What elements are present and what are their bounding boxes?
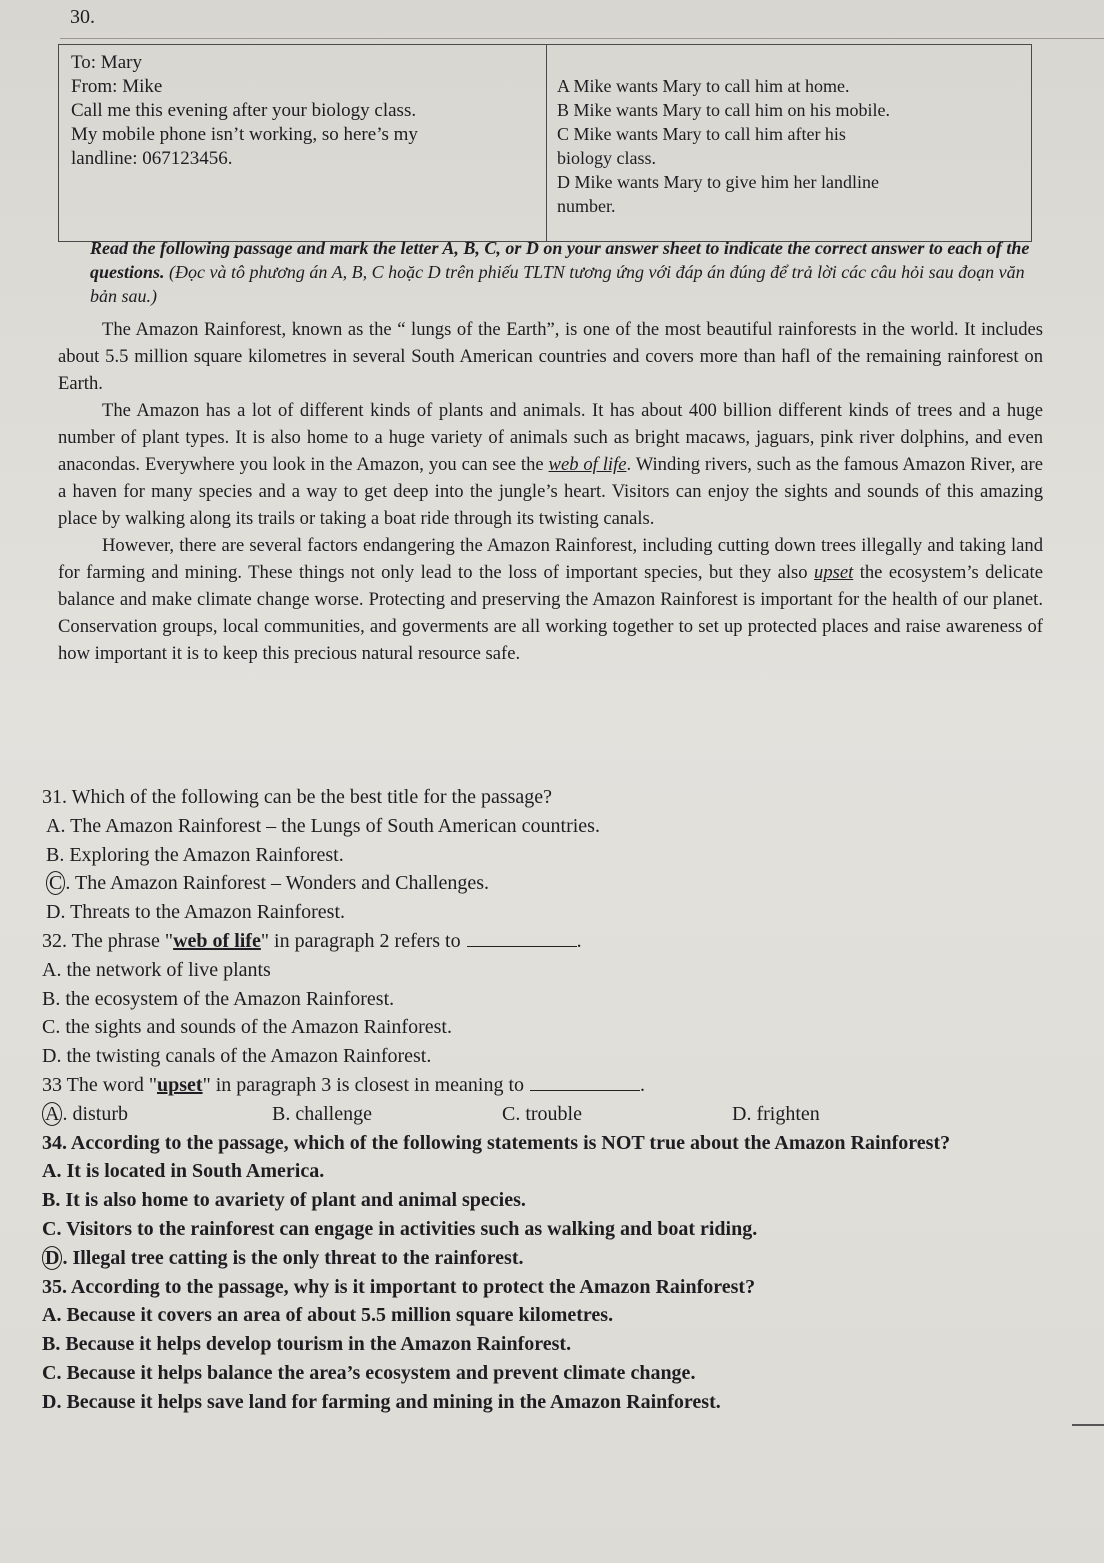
message-from: From: Mike — [71, 76, 163, 97]
question-33 — [42, 1071, 1052, 1129]
answer-blank — [530, 1090, 640, 1091]
underlined-phrase-web-of-life: web of life — [548, 454, 627, 475]
option-d[interactable]: D . Illegal tree catting is the only threat to the rainforest. — [42, 1244, 1052, 1273]
answer-blank — [467, 946, 577, 947]
option-c[interactable]: C. Visitors to the rainforest can engage in activities such as walking and boat riding. — [42, 1217, 758, 1240]
option-d-continued: number. — [557, 196, 616, 216]
question-34 — [42, 1129, 1052, 1273]
question-32 — [42, 927, 1052, 1071]
selected-answer-mark: A — [42, 1102, 62, 1126]
reading-passage — [58, 316, 1043, 667]
option-c[interactable]: C. trouble — [502, 1102, 582, 1125]
option-d[interactable]: D. Because it helps save land for farming and mining in the Amazon Rainforest. — [42, 1390, 721, 1413]
option-c[interactable]: C. Because it helps balance the area’s ecosystem and prevent climate change. — [42, 1361, 696, 1384]
question-35 — [42, 1273, 1052, 1417]
option-b[interactable]: B. Because it helps develop tourism in the Amazon Rainforest. — [42, 1333, 572, 1356]
selected-answer-mark: C — [46, 871, 65, 895]
question-stem: 31. Which of the following can be the best title for the passage? — [42, 786, 553, 808]
option-a[interactable]: A . disturb — [42, 1100, 272, 1129]
option-b[interactable]: B. the ecosystem of the Amazon Rainforest. — [42, 987, 395, 1010]
selected-answer-mark: D — [42, 1246, 62, 1270]
option-b[interactable]: B. It is also home to avariety of plant and animal species. — [42, 1189, 526, 1212]
option-c[interactable]: C Mike wants Mary to call him after his — [557, 124, 846, 144]
message-text — [59, 45, 547, 241]
option-c-continued: biology class. — [557, 148, 656, 168]
instructions-vietnamese: (Đọc và tô phương án A, B, C hoặc D trên phiếu TLTN tương ứng với đáp án đúng để trả lời các câu hỏi sau đoạn văn bản sau.) — [90, 262, 1025, 306]
option-b[interactable]: B. challenge — [272, 1102, 372, 1125]
option-b[interactable]: B Mike wants Mary to call him on his mobile. — [557, 100, 890, 120]
question-30-options — [557, 75, 1027, 219]
instructions-english: Read the following passage and mark the letter A, B, C, or D on your answer sheet to indicate the correct answer to each of the questions. — [90, 238, 1030, 282]
option-c[interactable]: C. the sights and sounds of the Amazon Rainforest. — [42, 1016, 452, 1039]
message-to: To: Mary — [71, 52, 142, 73]
message-line: landline: 067123456. — [71, 148, 233, 169]
message-line: My mobile phone isn’t working, so here’s my — [71, 124, 418, 145]
option-a[interactable]: A. the network of live plants — [42, 958, 271, 981]
underlined-word-upset: upset — [814, 562, 854, 583]
option-c[interactable]: C . The Amazon Rainforest – Wonders and Challenges. — [42, 869, 1052, 898]
option-d[interactable]: D. Threats to the Amazon Rainforest. — [46, 901, 346, 924]
question-stem: 33 The word "upset" in paragraph 3 is closest in meaning to . — [42, 1073, 646, 1096]
question-stem: 35. According to the passage, why is it important to protect the Amazon Rainforest? — [42, 1275, 756, 1298]
option-d[interactable]: D. frighten — [732, 1102, 820, 1125]
question-list — [42, 783, 1052, 1417]
message-notice-box — [58, 44, 1032, 242]
option-d[interactable]: D Mike wants Mary to give him her landline — [557, 172, 879, 192]
question-stem: 34. According to the passage, which of the following statements is NOT true about the Amazon Rainforest? — [42, 1131, 951, 1154]
paragraph-2: The Amazon has a lot of different kinds of plants and animals. It has about 400 billion different kinds of trees and a huge number of plant types. It is also home to a huge variety of animals such as bright macaws, jaguars, pink river dolphins, and even anacondas. Everywhere you look in the Amazon, you can see the web of life. Winding rivers, such as the famous Amazon River, are a haven for many species and a way to get deep into the jungle’s heart. Visitors can enjoy the sights and sounds of this amazing place by walking along its trails or taking a boat ride through its twisting canals. — [58, 400, 1043, 529]
question-stem: 32. The phrase "web of life" in paragraph 2 refers to . — [42, 929, 582, 952]
option-d[interactable]: D. the twisting canals of the Amazon Rainforest. — [42, 1045, 432, 1068]
question-30-number: 30. — [70, 6, 95, 28]
option-a[interactable]: A. It is located in South America. — [42, 1160, 325, 1183]
options-row — [42, 1100, 1052, 1129]
paragraph-1: The Amazon Rainforest, known as the “ lungs of the Earth”, is one of the most beautiful rainforests in the world. It includes about 5.5 million square kilometres in several South American countries and covers more than hafl of the remaining rainforest on Earth. — [58, 319, 1043, 394]
option-a[interactable]: A. The Amazon Rainforest – the Lungs of South American countries. — [46, 814, 600, 837]
option-b[interactable]: B. Exploring the Amazon Rainforest. — [46, 843, 344, 866]
option-a[interactable]: A. Because it covers an area of about 5.5 million square kilometres. — [42, 1304, 614, 1327]
divider — [60, 38, 1104, 39]
message-line: Call me this evening after your biology class. — [71, 100, 417, 121]
reading-instructions — [90, 236, 1050, 308]
option-a[interactable]: A Mike wants Mary to call him at home. — [557, 76, 850, 96]
question-31 — [42, 783, 1052, 927]
edge-mark — [1072, 1424, 1104, 1426]
paragraph-3: However, there are several factors endangering the Amazon Rainforest, including cutting down trees illegally and taking land for farming and mining. These things not only lead to the loss of important species, but they also upset the ecosystem’s delicate balance and make climate change worse. Protecting and preserving the Amazon Rainforest is important for the health of our planet. Conservation groups, local communities, and goverments are all working together to set up protected places and raise awareness of how important it is to keep this precious natural resource safe. — [58, 535, 1043, 664]
